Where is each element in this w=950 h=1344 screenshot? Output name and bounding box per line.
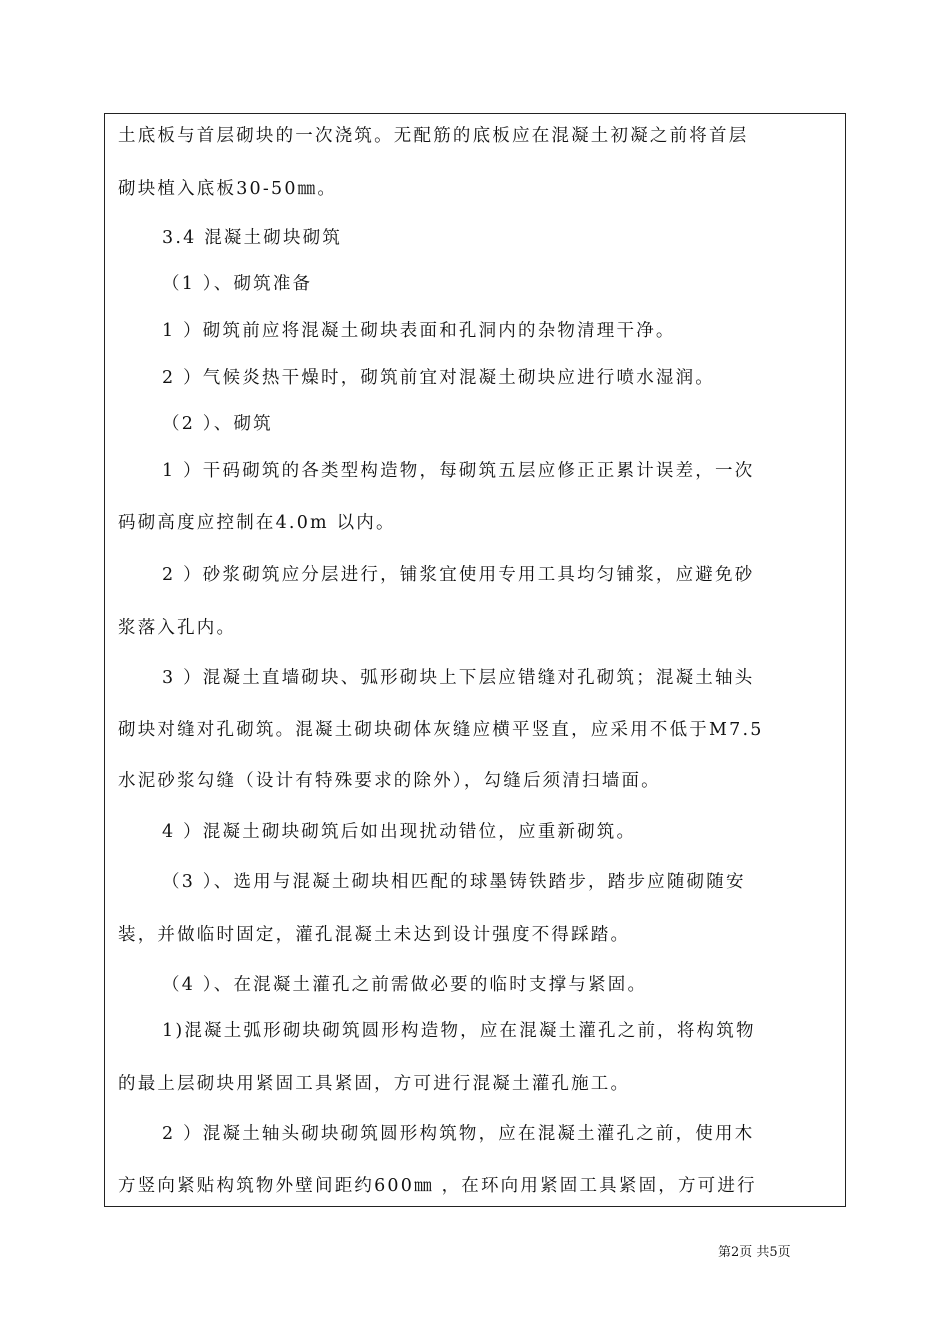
text-line: 2 ）砂浆砌筑应分层进行，铺浆宜使用专用工具均匀铺浆，应避免砂 (162, 565, 755, 585)
text-line: 3 ）混凝土直墙砌块、弧形砌块上下层应错缝对孔砌筑；混凝土轴头 (162, 668, 755, 688)
text-line: 1 ）砌筑前应将混凝土砌块表面和孔洞内的杂物清理干净。 (162, 321, 676, 341)
text-line: 浆落入孔内。 (118, 618, 237, 638)
page-number: 第2页 共5页 (718, 1245, 791, 1260)
text-line: 码砌高度应控制在4.0m 以内。 (118, 513, 396, 533)
text-line: 方竖向紧贴构筑物外壁间距约600㎜ ，在环向用紧固工具紧固，方可进行 (118, 1176, 757, 1196)
text-line: （4 ）、在混凝土灌孔之前需做必要的临时支撑与紧固。 (162, 975, 648, 995)
text-line: 砌块对缝对孔砌筑。混凝土砌块砌体灰缝应横平竖直，应采用不低于M7.5 (118, 720, 764, 740)
text-line: 土底板与首层砌块的一次浇筑。无配筋的底板应在混凝土初凝之前将首层 (118, 126, 749, 146)
subsection-heading: （1 ）、砌筑准备 (162, 274, 313, 294)
text-line: 2 ）气候炎热干燥时，砌筑前宜对混凝土砌块应进行喷水湿润。 (162, 368, 715, 388)
text-line: 4 ）混凝土砌块砌筑后如出现扰动错位，应重新砌筑。 (162, 822, 637, 842)
text-line: 1)混凝土弧形砌块砌筑圆形构造物，应在混凝土灌孔之前，将构筑物 (162, 1021, 756, 1041)
text-line: 2 ）混凝土轴头砌块砌筑圆形构筑物，应在混凝土灌孔之前，使用木 (162, 1124, 755, 1144)
text-line: （3 ）、选用与混凝土砌块相匹配的球墨铸铁踏步，踏步应随砌随安 (162, 872, 746, 892)
text-line: 水泥砂浆勾缝（设计有特殊要求的除外），勾缝后须清扫墙面。 (118, 771, 661, 791)
text-line: 1 ）干码砌筑的各类型构造物，每砌筑五层应修正正累计误差，一次 (162, 461, 755, 481)
text-frame (104, 113, 846, 1207)
text-line: 装，并做临时固定，灌孔混凝土未达到设计强度不得踩踏。 (118, 925, 631, 945)
text-line: 的最上层砌块用紧固工具紧固，方可进行混凝土灌孔施工。 (118, 1074, 631, 1094)
text-line: 砌块植入底板30-50㎜。 (118, 179, 338, 199)
section-heading: 3.4 混凝土砌块砌筑 (162, 228, 343, 248)
subsection-heading: （2 ）、砌筑 (162, 414, 273, 434)
